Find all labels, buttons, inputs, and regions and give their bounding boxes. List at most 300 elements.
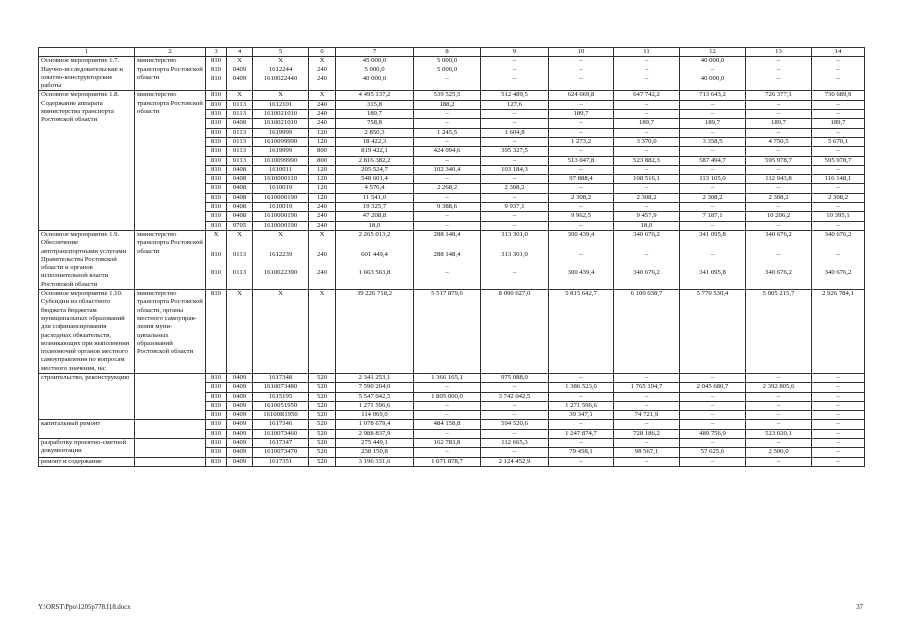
- value-cell: 116 148,1: [812, 175, 865, 184]
- value-cell: –: [414, 269, 481, 288]
- value-cell: 810: [206, 100, 227, 109]
- value-cell: 275 449,1: [336, 439, 414, 448]
- value-cell: –: [680, 203, 746, 212]
- value-cell: 4 750,5: [746, 137, 812, 146]
- value-cell: –: [812, 147, 865, 156]
- value-cell: 624 669,8: [549, 91, 614, 100]
- value-cell: 238 150,8: [336, 448, 414, 457]
- value-cell: –: [812, 100, 865, 109]
- value-cell: [549, 83, 614, 90]
- value-cell: –: [614, 110, 680, 119]
- value-cell: 3 742 042,5: [481, 392, 549, 401]
- column-number-7: 7: [336, 48, 414, 57]
- value-cell: –: [812, 165, 865, 174]
- column-number-4: 4: [227, 48, 253, 57]
- value-cell: –: [614, 147, 680, 156]
- value-cell: 1619999: [253, 147, 309, 156]
- value-cell: –: [549, 100, 614, 109]
- value-cell: 240: [309, 66, 336, 75]
- value-cell: 0409: [227, 373, 253, 382]
- value-cell: 1 078 679,4: [336, 420, 414, 429]
- value-cell: 520: [309, 448, 336, 457]
- value-cell: X: [309, 91, 336, 100]
- value-cell: 1 071 878,7: [414, 457, 481, 466]
- value-cell: 810: [206, 119, 227, 128]
- value-cell: –: [414, 401, 481, 410]
- value-cell: 1610022390: [253, 269, 309, 288]
- value-cell: 74 721,9: [614, 411, 680, 420]
- value-cell: –: [549, 392, 614, 401]
- value-cell: X: [227, 91, 253, 100]
- table-row: [39, 457, 865, 466]
- activity-name-cell: разработку проектно-сметной документации: [39, 439, 135, 458]
- value-cell: –: [481, 429, 549, 438]
- value-cell: –: [481, 156, 549, 165]
- value-cell: 810: [206, 66, 227, 75]
- value-cell: 2 500,0: [746, 448, 812, 457]
- value-cell: X: [253, 91, 309, 100]
- value-cell: 520: [309, 411, 336, 420]
- value-cell: –: [549, 119, 614, 128]
- value-cell: 810: [206, 429, 227, 438]
- executor-cell: министерство транспорта Ростовской области: [135, 230, 206, 289]
- value-cell: –: [746, 401, 812, 410]
- value-cell: –: [549, 66, 614, 75]
- value-cell: 1 765 194,7: [614, 383, 680, 392]
- value-cell: [253, 83, 309, 90]
- table-row: [39, 373, 865, 382]
- value-cell: –: [549, 439, 614, 448]
- value-cell: 0408: [227, 119, 253, 128]
- value-cell: 1610019: [253, 203, 309, 212]
- value-cell: 758,8: [336, 119, 414, 128]
- value-cell: 0408: [227, 193, 253, 202]
- value-cell: 79 458,1: [549, 448, 614, 457]
- value-cell: 47 208,8: [336, 212, 414, 221]
- value-cell: 1 604,8: [481, 128, 549, 137]
- value-cell: 1615195: [253, 392, 309, 401]
- value-cell: –: [680, 457, 746, 466]
- value-cell: –: [614, 373, 680, 382]
- table-row: [39, 420, 865, 429]
- value-cell: –: [481, 411, 549, 420]
- value-cell: –: [680, 439, 746, 448]
- value-cell: 240: [309, 269, 336, 288]
- value-cell: 1610073470: [253, 448, 309, 457]
- column-number-5: 5: [253, 48, 309, 57]
- value-cell: 189,7: [746, 119, 812, 128]
- value-cell: –: [812, 128, 865, 137]
- value-cell: 2 308,2: [549, 193, 614, 202]
- value-cell: 0409: [227, 392, 253, 401]
- value-cell: 5 005 215,7: [746, 290, 812, 369]
- value-cell: 240: [309, 119, 336, 128]
- value-cell: [336, 83, 414, 90]
- value-cell: 16100R1950: [253, 411, 309, 420]
- activity-name-cell: строительство, реконструкцию: [39, 373, 135, 419]
- value-cell: –: [680, 110, 746, 119]
- value-cell: 2 988 837,9: [336, 429, 414, 438]
- value-cell: –: [549, 184, 614, 193]
- value-cell: –: [746, 100, 812, 109]
- value-cell: 7 590 204,0: [336, 383, 414, 392]
- value-cell: 1 663 563,8: [336, 269, 414, 288]
- value-cell: 594 520,6: [481, 420, 549, 429]
- value-cell: 810: [206, 457, 227, 466]
- value-cell: –: [614, 184, 680, 193]
- value-cell: –: [680, 420, 746, 429]
- value-cell: 520: [309, 439, 336, 448]
- value-cell: –: [549, 75, 614, 84]
- value-cell: 810: [206, 91, 227, 100]
- value-cell: [680, 83, 746, 90]
- value-cell: 1612101: [253, 100, 309, 109]
- value-cell: –: [481, 57, 549, 66]
- value-cell: –: [414, 175, 481, 184]
- value-cell: 0113: [227, 100, 253, 109]
- value-cell: –: [812, 110, 865, 119]
- value-cell: –: [549, 128, 614, 137]
- value-cell: –: [812, 457, 865, 466]
- value-cell: 2 308,2: [481, 184, 549, 193]
- value-cell: 424 094,6: [414, 147, 481, 156]
- value-cell: 726 377,1: [746, 91, 812, 100]
- column-number-10: 10: [549, 48, 614, 57]
- executor-cell: [135, 457, 206, 466]
- value-cell: 810: [206, 147, 227, 156]
- value-cell: 520: [309, 392, 336, 401]
- value-cell: –: [746, 184, 812, 193]
- value-cell: –: [481, 66, 549, 75]
- activity-name-cell: Основное мероприятие 1.8. Содержание аппарата министерства транспорта Ростовской области: [39, 91, 135, 230]
- value-cell: 2 308,2: [680, 193, 746, 202]
- table-row: [39, 57, 865, 66]
- value-cell: 810: [206, 165, 227, 174]
- value-cell: 40 000,0: [680, 75, 746, 84]
- value-cell: –: [481, 75, 549, 84]
- value-cell: 0409: [227, 439, 253, 448]
- value-cell: 1 386 523,0: [549, 383, 614, 392]
- value-cell: 1610099990: [253, 137, 309, 146]
- value-cell: 810: [206, 221, 227, 230]
- value-cell: 539 525,5: [414, 91, 481, 100]
- value-cell: –: [549, 373, 614, 382]
- value-cell: –: [481, 212, 549, 221]
- value-cell: –: [614, 100, 680, 109]
- executor-cell: министерство транспорта Ростовской области: [135, 57, 206, 91]
- value-cell: 189,7: [812, 119, 865, 128]
- value-cell: –: [746, 221, 812, 230]
- value-cell: 1617346: [253, 420, 309, 429]
- value-cell: 240: [309, 75, 336, 84]
- value-cell: 9 962,5: [549, 212, 614, 221]
- value-cell: –: [746, 110, 812, 119]
- value-cell: –: [812, 429, 865, 438]
- value-cell: 810: [206, 156, 227, 165]
- activity-name-cell: капитальный ремонт: [39, 420, 135, 439]
- value-cell: –: [812, 392, 865, 401]
- value-cell: –: [680, 373, 746, 382]
- value-cell: 240: [309, 100, 336, 109]
- value-cell: 113 105,0: [680, 175, 746, 184]
- value-cell: 1610021010: [253, 110, 309, 119]
- value-cell: –: [746, 147, 812, 156]
- value-cell: 810: [206, 383, 227, 392]
- column-number-3: 3: [206, 48, 227, 57]
- value-cell: 1617351: [253, 457, 309, 466]
- column-number-11: 11: [614, 48, 680, 57]
- value-cell: 1610000190: [253, 212, 309, 221]
- value-cell: 5 000,0: [414, 57, 481, 66]
- value-cell: –: [414, 448, 481, 457]
- value-cell: 810: [206, 57, 227, 66]
- value-cell: –: [746, 165, 812, 174]
- value-cell: –: [481, 137, 549, 146]
- value-cell: 2 265 013,2: [336, 230, 414, 250]
- value-cell: 713 643,2: [680, 91, 746, 100]
- value-cell: –: [680, 66, 746, 75]
- value-cell: X: [309, 230, 336, 250]
- value-cell: 512 489,5: [481, 91, 549, 100]
- value-cell: –: [414, 429, 481, 438]
- value-cell: –: [549, 420, 614, 429]
- value-cell: X: [309, 290, 336, 369]
- value-cell: 0409: [227, 429, 253, 438]
- value-cell: –: [812, 66, 865, 75]
- value-cell: –: [812, 184, 865, 193]
- value-cell: 9 388,6: [414, 203, 481, 212]
- activity-name-cell: ремонт и содержание: [39, 457, 135, 466]
- budget-table: [38, 47, 865, 467]
- value-cell: 1610022440: [253, 75, 309, 84]
- value-cell: 1 245,5: [414, 128, 481, 137]
- value-cell: 1612244: [253, 66, 309, 75]
- value-cell: X: [253, 57, 309, 66]
- value-cell: 810: [206, 137, 227, 146]
- value-cell: 103 184,3: [481, 165, 549, 174]
- value-cell: 810: [206, 128, 227, 137]
- value-cell: 8 090 627,0: [481, 290, 549, 369]
- value-cell: 0409: [227, 401, 253, 410]
- column-number-2: 2: [135, 48, 206, 57]
- table-row: [39, 439, 865, 448]
- value-cell: 189,7: [549, 110, 614, 119]
- value-cell: 102 340,4: [414, 165, 481, 174]
- value-cell: 120: [309, 184, 336, 193]
- value-cell: –: [614, 439, 680, 448]
- value-cell: 340 676,2: [812, 230, 865, 250]
- value-cell: 18 422,3: [336, 137, 414, 146]
- value-cell: 3 370,0: [614, 137, 680, 146]
- executor-cell: министерство транспорта Ростовской области: [135, 91, 206, 230]
- value-cell: 1617348: [253, 373, 309, 382]
- executor-cell: [135, 420, 206, 439]
- value-cell: 19 325,7: [336, 203, 414, 212]
- column-number-13: 13: [746, 48, 812, 57]
- value-cell: –: [549, 203, 614, 212]
- value-cell: –: [614, 57, 680, 66]
- value-cell: 810: [206, 411, 227, 420]
- value-cell: –: [549, 457, 614, 466]
- value-cell: 1610000190: [253, 221, 309, 230]
- value-cell: 7 187,1: [680, 212, 746, 221]
- value-cell: 587 494,7: [680, 156, 746, 165]
- value-cell: 513 047,8: [549, 156, 614, 165]
- column-number-12: 12: [680, 48, 746, 57]
- value-cell: 57 625,6: [680, 448, 746, 457]
- value-cell: 2 341 253,1: [336, 373, 414, 382]
- value-cell: 810: [206, 203, 227, 212]
- value-cell: –: [614, 420, 680, 429]
- value-cell: 5 000,0: [336, 66, 414, 75]
- value-cell: –: [414, 193, 481, 202]
- value-cell: 395 327,5: [481, 147, 549, 156]
- value-cell: 313 301,0: [481, 251, 549, 270]
- value-cell: –: [812, 373, 865, 382]
- value-cell: 647 742,2: [614, 91, 680, 100]
- value-cell: 595 978,7: [746, 156, 812, 165]
- value-cell: X: [206, 230, 227, 250]
- value-cell: 728 186,2: [614, 429, 680, 438]
- activity-name-cell: Основное мероприятие 1.7. Научно-исследовательские и опытно-конструкторские работы: [39, 57, 135, 91]
- value-cell: 810: [206, 175, 227, 184]
- value-cell: 11 541,0: [336, 193, 414, 202]
- value-cell: 114 069,0: [336, 411, 414, 420]
- value-cell: 315,8: [336, 100, 414, 109]
- value-cell: 1 273,2: [549, 137, 614, 146]
- value-cell: –: [614, 392, 680, 401]
- value-cell: –: [746, 128, 812, 137]
- value-cell: 523 020,1: [746, 429, 812, 438]
- value-cell: 40 000,0: [336, 75, 414, 84]
- value-cell: 489 756,9: [680, 429, 746, 438]
- value-cell: 0409: [227, 457, 253, 466]
- value-cell: 810: [206, 193, 227, 202]
- value-cell: 0113: [227, 128, 253, 137]
- column-number-8: 8: [414, 48, 481, 57]
- value-cell: 810: [206, 184, 227, 193]
- value-cell: 5 815 642,7: [549, 290, 614, 369]
- table-row: [39, 230, 865, 250]
- value-cell: –: [680, 251, 746, 270]
- value-cell: 1617347: [253, 439, 309, 448]
- value-cell: 0409: [227, 383, 253, 392]
- executor-cell: [135, 439, 206, 458]
- value-cell: –: [746, 66, 812, 75]
- value-cell: 340 676,2: [614, 269, 680, 288]
- value-cell: 800: [309, 156, 336, 165]
- value-cell: 18,0: [614, 221, 680, 230]
- value-cell: 2 124 452,9: [481, 457, 549, 466]
- value-cell: 810: [206, 373, 227, 382]
- value-cell: –: [549, 251, 614, 270]
- value-cell: 162 783,8: [414, 439, 481, 448]
- value-cell: 40 000,0: [680, 57, 746, 66]
- value-cell: 340 676,2: [614, 230, 680, 250]
- value-cell: 0113: [227, 110, 253, 119]
- value-cell: –: [746, 57, 812, 66]
- value-cell: 810: [206, 269, 227, 288]
- value-cell: [309, 83, 336, 90]
- value-cell: 2 308,2: [812, 193, 865, 202]
- value-cell: 1610000110: [253, 175, 309, 184]
- value-cell: 4 576,4: [336, 184, 414, 193]
- value-cell: –: [414, 119, 481, 128]
- value-cell: 819 422,1: [336, 147, 414, 156]
- value-cell: –: [481, 110, 549, 119]
- value-cell: 1610073460: [253, 429, 309, 438]
- value-cell: –: [812, 411, 865, 420]
- value-cell: 39 226 718,2: [336, 290, 414, 369]
- value-cell: –: [680, 184, 746, 193]
- value-cell: 341 095,8: [680, 230, 746, 250]
- value-cell: –: [812, 75, 865, 84]
- value-cell: 810: [206, 420, 227, 429]
- value-cell: 0113: [227, 137, 253, 146]
- table-row: [39, 290, 865, 369]
- value-cell: 1610051950: [253, 401, 309, 410]
- page-number: 37: [856, 604, 863, 611]
- value-cell: 9 457,9: [614, 212, 680, 221]
- value-cell: 1610073480: [253, 383, 309, 392]
- value-cell: 300 439,4: [549, 230, 614, 250]
- column-number-1: 1: [39, 48, 135, 57]
- value-cell: 189,7: [680, 119, 746, 128]
- value-cell: –: [812, 420, 865, 429]
- value-cell: 523 882,3: [614, 156, 680, 165]
- value-cell: X: [227, 57, 253, 66]
- value-cell: 120: [309, 137, 336, 146]
- value-cell: –: [812, 251, 865, 270]
- value-cell: –: [481, 448, 549, 457]
- value-cell: –: [812, 203, 865, 212]
- value-cell: 1619999: [253, 128, 309, 137]
- value-cell: 0113: [227, 156, 253, 165]
- value-cell: –: [614, 128, 680, 137]
- value-cell: –: [680, 411, 746, 420]
- value-cell: –: [746, 75, 812, 84]
- value-cell: 0705: [227, 221, 253, 230]
- value-cell: 520: [309, 457, 336, 466]
- value-cell: 1610011: [253, 165, 309, 174]
- value-cell: X: [253, 290, 309, 369]
- value-cell: 341 095,8: [680, 269, 746, 288]
- value-cell: X: [227, 290, 253, 369]
- value-cell: 2 045 680,7: [680, 383, 746, 392]
- value-cell: 1 271 596,6: [549, 401, 614, 410]
- value-cell: 1 271 596,6: [336, 401, 414, 410]
- value-cell: –: [746, 373, 812, 382]
- value-cell: –: [481, 193, 549, 202]
- value-cell: 810: [206, 448, 227, 457]
- value-cell: 1612239: [253, 251, 309, 270]
- value-cell: 120: [309, 165, 336, 174]
- value-cell: X: [309, 57, 336, 66]
- value-cell: –: [746, 457, 812, 466]
- column-number-9: 9: [481, 48, 549, 57]
- value-cell: 240: [309, 203, 336, 212]
- value-cell: –: [414, 75, 481, 84]
- value-cell: –: [481, 119, 549, 128]
- value-cell: 0409: [227, 411, 253, 420]
- value-cell: 18,0: [336, 221, 414, 230]
- value-cell: 108 516,1: [614, 175, 680, 184]
- value-cell: –: [680, 221, 746, 230]
- value-cell: 240: [309, 110, 336, 119]
- value-cell: 800: [309, 147, 336, 156]
- value-cell: 0408: [227, 203, 253, 212]
- value-cell: 2 926 784,1: [812, 290, 865, 369]
